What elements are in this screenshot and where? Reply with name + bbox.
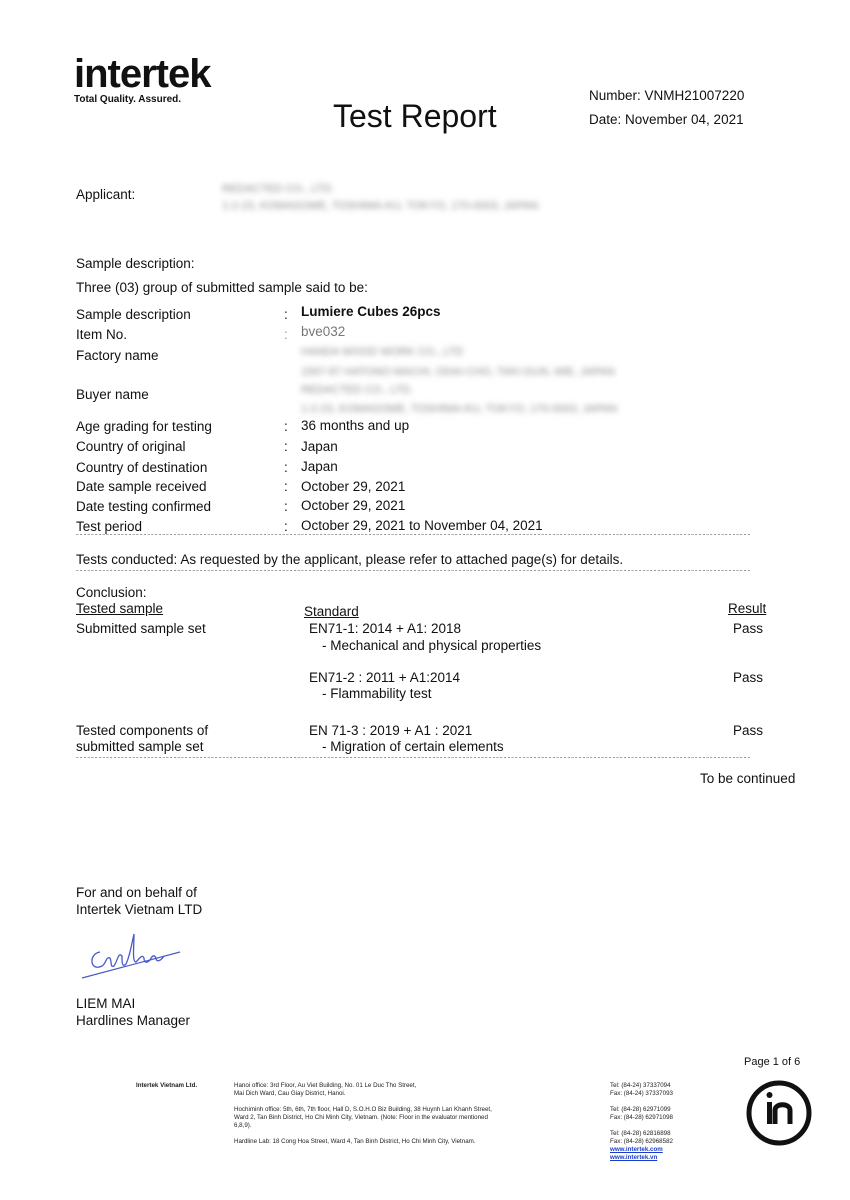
to-be-continued: To be continued bbox=[700, 771, 796, 786]
field-value: October 29, 2021 bbox=[301, 498, 406, 513]
handwritten-signature bbox=[80, 922, 190, 982]
field-label: Date sample received bbox=[76, 479, 207, 494]
field-value: 36 months and up bbox=[301, 418, 410, 433]
tel-hcm: Tel: (84-28) 62971099 bbox=[610, 1106, 671, 1113]
row-result: Pass bbox=[733, 621, 764, 636]
footer-addresses bbox=[234, 1082, 492, 1146]
lab-address: Hardline Lab: 18 Cong Hoa Street, Ward 4, Tan Binh District, Ho Chi Minh City, Vietnam. bbox=[234, 1138, 476, 1145]
field-value: October 29, 2021 bbox=[301, 479, 406, 494]
field-value: bve032 bbox=[301, 324, 346, 339]
field-colon: : bbox=[284, 307, 288, 322]
field-value: October 29, 2021 to November 04, 2021 bbox=[301, 518, 543, 533]
logo-wordmark: intertek bbox=[74, 52, 211, 96]
page-title: Test Report bbox=[333, 98, 497, 134]
intertek-circle-logo-icon bbox=[744, 1078, 814, 1148]
page-number: Page 1 of 6 bbox=[744, 1056, 801, 1068]
col-standard: Standard bbox=[304, 604, 359, 619]
factory-address-redacted: 1567-87 HATONO-MACHI, ODAI-CHO, TAKI-GUN, MIE, JAPAN bbox=[301, 366, 615, 378]
field-colon: : bbox=[284, 460, 288, 475]
field-label: Item No. bbox=[76, 327, 128, 342]
factory-name-redacted: HANDA WOOD WORK CO., LTD bbox=[301, 346, 464, 358]
col-tested-sample: Tested sample bbox=[76, 601, 164, 616]
row-standard: EN71-2 : 2011 + A1:2014 bbox=[309, 670, 460, 685]
hcm-address-1: Hochiminh office: 5th, 6th, 7th floor, Hall D, S.O.H.O Biz Building, 38 Huynh Lan Khanh Street, bbox=[234, 1106, 492, 1113]
row-result: Pass bbox=[733, 670, 764, 685]
row-sample: Tested components of bbox=[76, 723, 209, 738]
hanoi-address-1: Hanoi office: 3rd Floor, Au Viet Building, No. 01 Le Duc Tho Street, bbox=[234, 1082, 417, 1089]
row-desc: - Migration of certain elements bbox=[322, 739, 504, 754]
footer-contacts bbox=[610, 1082, 673, 1162]
row-sample: Submitted sample set bbox=[76, 621, 206, 636]
field-colon: : bbox=[284, 479, 288, 494]
footer-company: Intertek Vietnam Ltd. bbox=[136, 1082, 198, 1089]
hcm-address-3: 6,8,9). bbox=[234, 1122, 252, 1129]
field-label: Sample description bbox=[76, 307, 191, 322]
fax-lab: Fax: (84-28) 62968582 bbox=[610, 1138, 673, 1145]
field-value: Japan bbox=[301, 439, 338, 454]
field-value: Japan bbox=[301, 459, 338, 474]
tel-lab: Tel: (84-28) 62816898 bbox=[610, 1130, 671, 1137]
star-divider: ************************************************************************************************************************************************************************************ bbox=[75, 757, 751, 763]
report-number: Number: VNMH21007220 bbox=[589, 88, 745, 103]
field-label: Date testing confirmed bbox=[76, 499, 212, 514]
applicant-address-redacted: 1-2-23, KOMAGOME, TOSHIMA-KU, TOKYO, 170-0003, JAPAN bbox=[222, 200, 539, 212]
field-label: Age grading for testing bbox=[76, 419, 212, 434]
row-desc: - Flammability test bbox=[322, 686, 432, 701]
applicant-name-redacted: REDACTED CO., LTD. bbox=[222, 183, 335, 195]
star-divider: ************************************************************************************************************************************************************************************ bbox=[75, 570, 751, 576]
field-label: Test period bbox=[76, 519, 143, 534]
field-colon: : bbox=[284, 439, 288, 454]
row-standard: EN71-1: 2014 + A1: 2018 bbox=[309, 621, 461, 636]
sample-intro: Three (03) group of submitted sample said to be: bbox=[76, 280, 368, 295]
sample-heading: Sample description: bbox=[76, 256, 195, 271]
star-divider: ************************************************************************************************************************************************************************************ bbox=[75, 534, 751, 540]
signer-name: LIEM MAI bbox=[76, 996, 136, 1011]
row-standard: EN 71-3 : 2019 + A1 : 2021 bbox=[309, 723, 473, 738]
field-colon: : bbox=[284, 519, 288, 534]
field-label: Factory name bbox=[76, 348, 159, 363]
signer-title: Hardlines Manager bbox=[76, 1013, 191, 1028]
tests-conducted: Tests conducted: As requested by the applicant, please refer to attached page(s) for details. bbox=[76, 552, 624, 567]
hanoi-address-2: Mai Dich Ward, Cau Giay District, Hanoi. bbox=[234, 1090, 346, 1097]
buyer-address-redacted: 1-2-23, KOMAGOME, TOSHIMA-KU, TOKYO, 170-0003, JAPAN bbox=[301, 403, 618, 415]
buyer-name-redacted: REDACTED CO., LTD. bbox=[301, 384, 414, 396]
field-label: Country of destination bbox=[76, 460, 208, 475]
row-result: Pass bbox=[733, 723, 764, 738]
row-sample-2: submitted sample set bbox=[76, 739, 204, 754]
report-date: Date: November 04, 2021 bbox=[589, 112, 744, 127]
website-link-com[interactable]: www.intertek.com bbox=[610, 1146, 663, 1153]
field-colon: : bbox=[284, 327, 288, 342]
logo-tagline: Total Quality. Assured. bbox=[74, 94, 182, 105]
fax-hcm: Fax: (84-28) 62971098 bbox=[610, 1114, 673, 1121]
fax-hanoi: Fax: (84-24) 37337093 bbox=[610, 1090, 673, 1097]
hcm-address-2: Ward 2, Tan Binh District, Ho Chi Minh City, Vietnam. (Note: Floor in the evaluator mentioned bbox=[234, 1114, 488, 1121]
field-colon: : bbox=[284, 419, 288, 434]
col-result: Result bbox=[728, 601, 767, 616]
behalf-line-1: For and on behalf of bbox=[76, 885, 197, 900]
field-colon: : bbox=[284, 499, 288, 514]
tel-hanoi: Tel: (84-24) 37337094 bbox=[610, 1082, 671, 1089]
field-value: Lumiere Cubes 26pcs bbox=[301, 304, 441, 319]
conclusion-heading: Conclusion: bbox=[76, 585, 147, 600]
field-label: Country of original bbox=[76, 439, 186, 454]
website-link-vn[interactable]: www.intertek.vn bbox=[610, 1154, 658, 1161]
applicant-label: Applicant: bbox=[76, 187, 136, 202]
row-desc: - Mechanical and physical properties bbox=[322, 638, 542, 653]
behalf-line-2: Intertek Vietnam LTD bbox=[76, 902, 203, 917]
field-label: Buyer name bbox=[76, 387, 149, 402]
intertek-logo bbox=[74, 54, 211, 105]
